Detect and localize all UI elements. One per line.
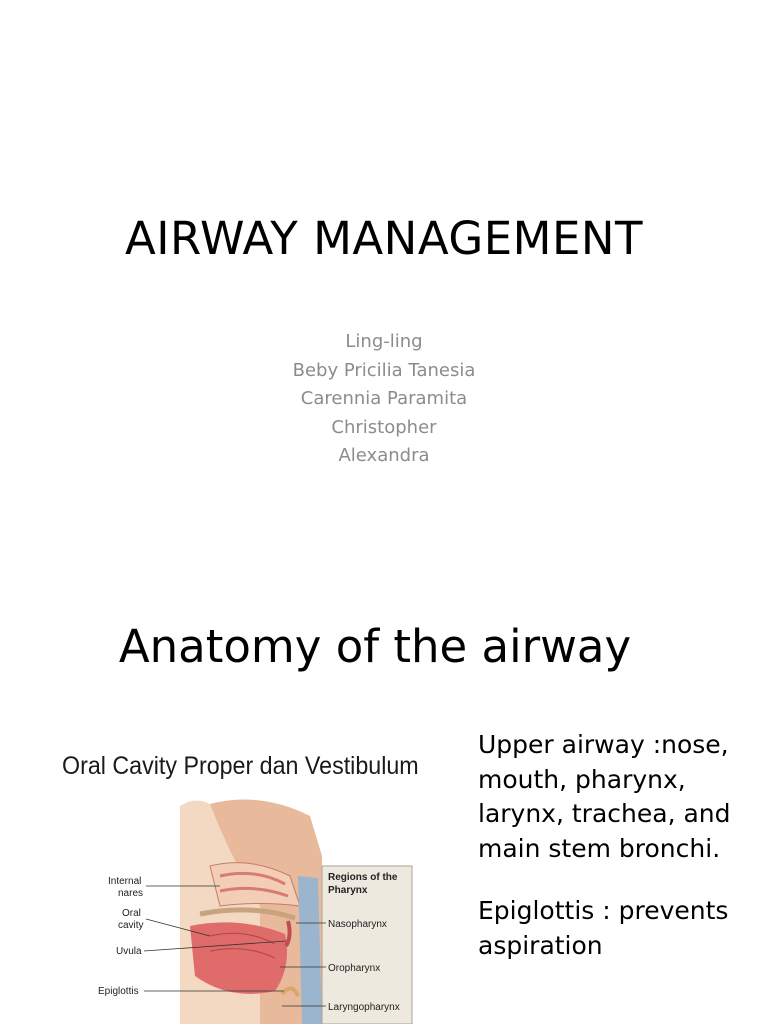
label-oral-cavity: cavity [118, 920, 144, 931]
body-paragraph: Upper airway :nose, mouth, pharynx, larynx, trachea, and main stem bronchi. [478, 730, 731, 863]
author-name: Ling-ling [345, 331, 423, 352]
label-oral-cavity: Oral [122, 908, 141, 919]
slide-2-title: Anatomy of the airway [118, 620, 632, 673]
label-internal-nares: Internal [108, 876, 142, 887]
slide-title: AIRWAY MANAGEMENT [124, 212, 644, 265]
author-name: Beby Pricilia Tanesia [292, 359, 476, 381]
anatomy-illustration [60, 796, 460, 1024]
label-oropharynx: Oropharynx [328, 963, 381, 974]
author-name: Carennia Paramita [300, 388, 468, 409]
figure-heading: Oral Cavity Proper dan Vestibulum [62, 752, 419, 780]
label-laryngopharynx: Laryngopharynx [328, 1002, 400, 1013]
label-uvula: Uvula [116, 946, 142, 957]
pharynx [298, 876, 322, 1024]
author-list [0, 328, 768, 471]
author-name: Alexandra [338, 445, 430, 466]
regions-box-title: Regions of the [328, 872, 398, 883]
body-text [478, 728, 768, 991]
regions-box-title: Pharynx [328, 885, 368, 896]
author-name: Christopher [331, 416, 437, 438]
label-epiglottis: Epiglottis [98, 986, 139, 997]
label-internal-nares: nares [118, 888, 144, 899]
body-paragraph: Epiglottis : prevents aspiration [478, 896, 729, 960]
label-nasopharynx: Nasopharynx [328, 919, 387, 930]
airway-anatomy-figure [60, 796, 460, 1024]
